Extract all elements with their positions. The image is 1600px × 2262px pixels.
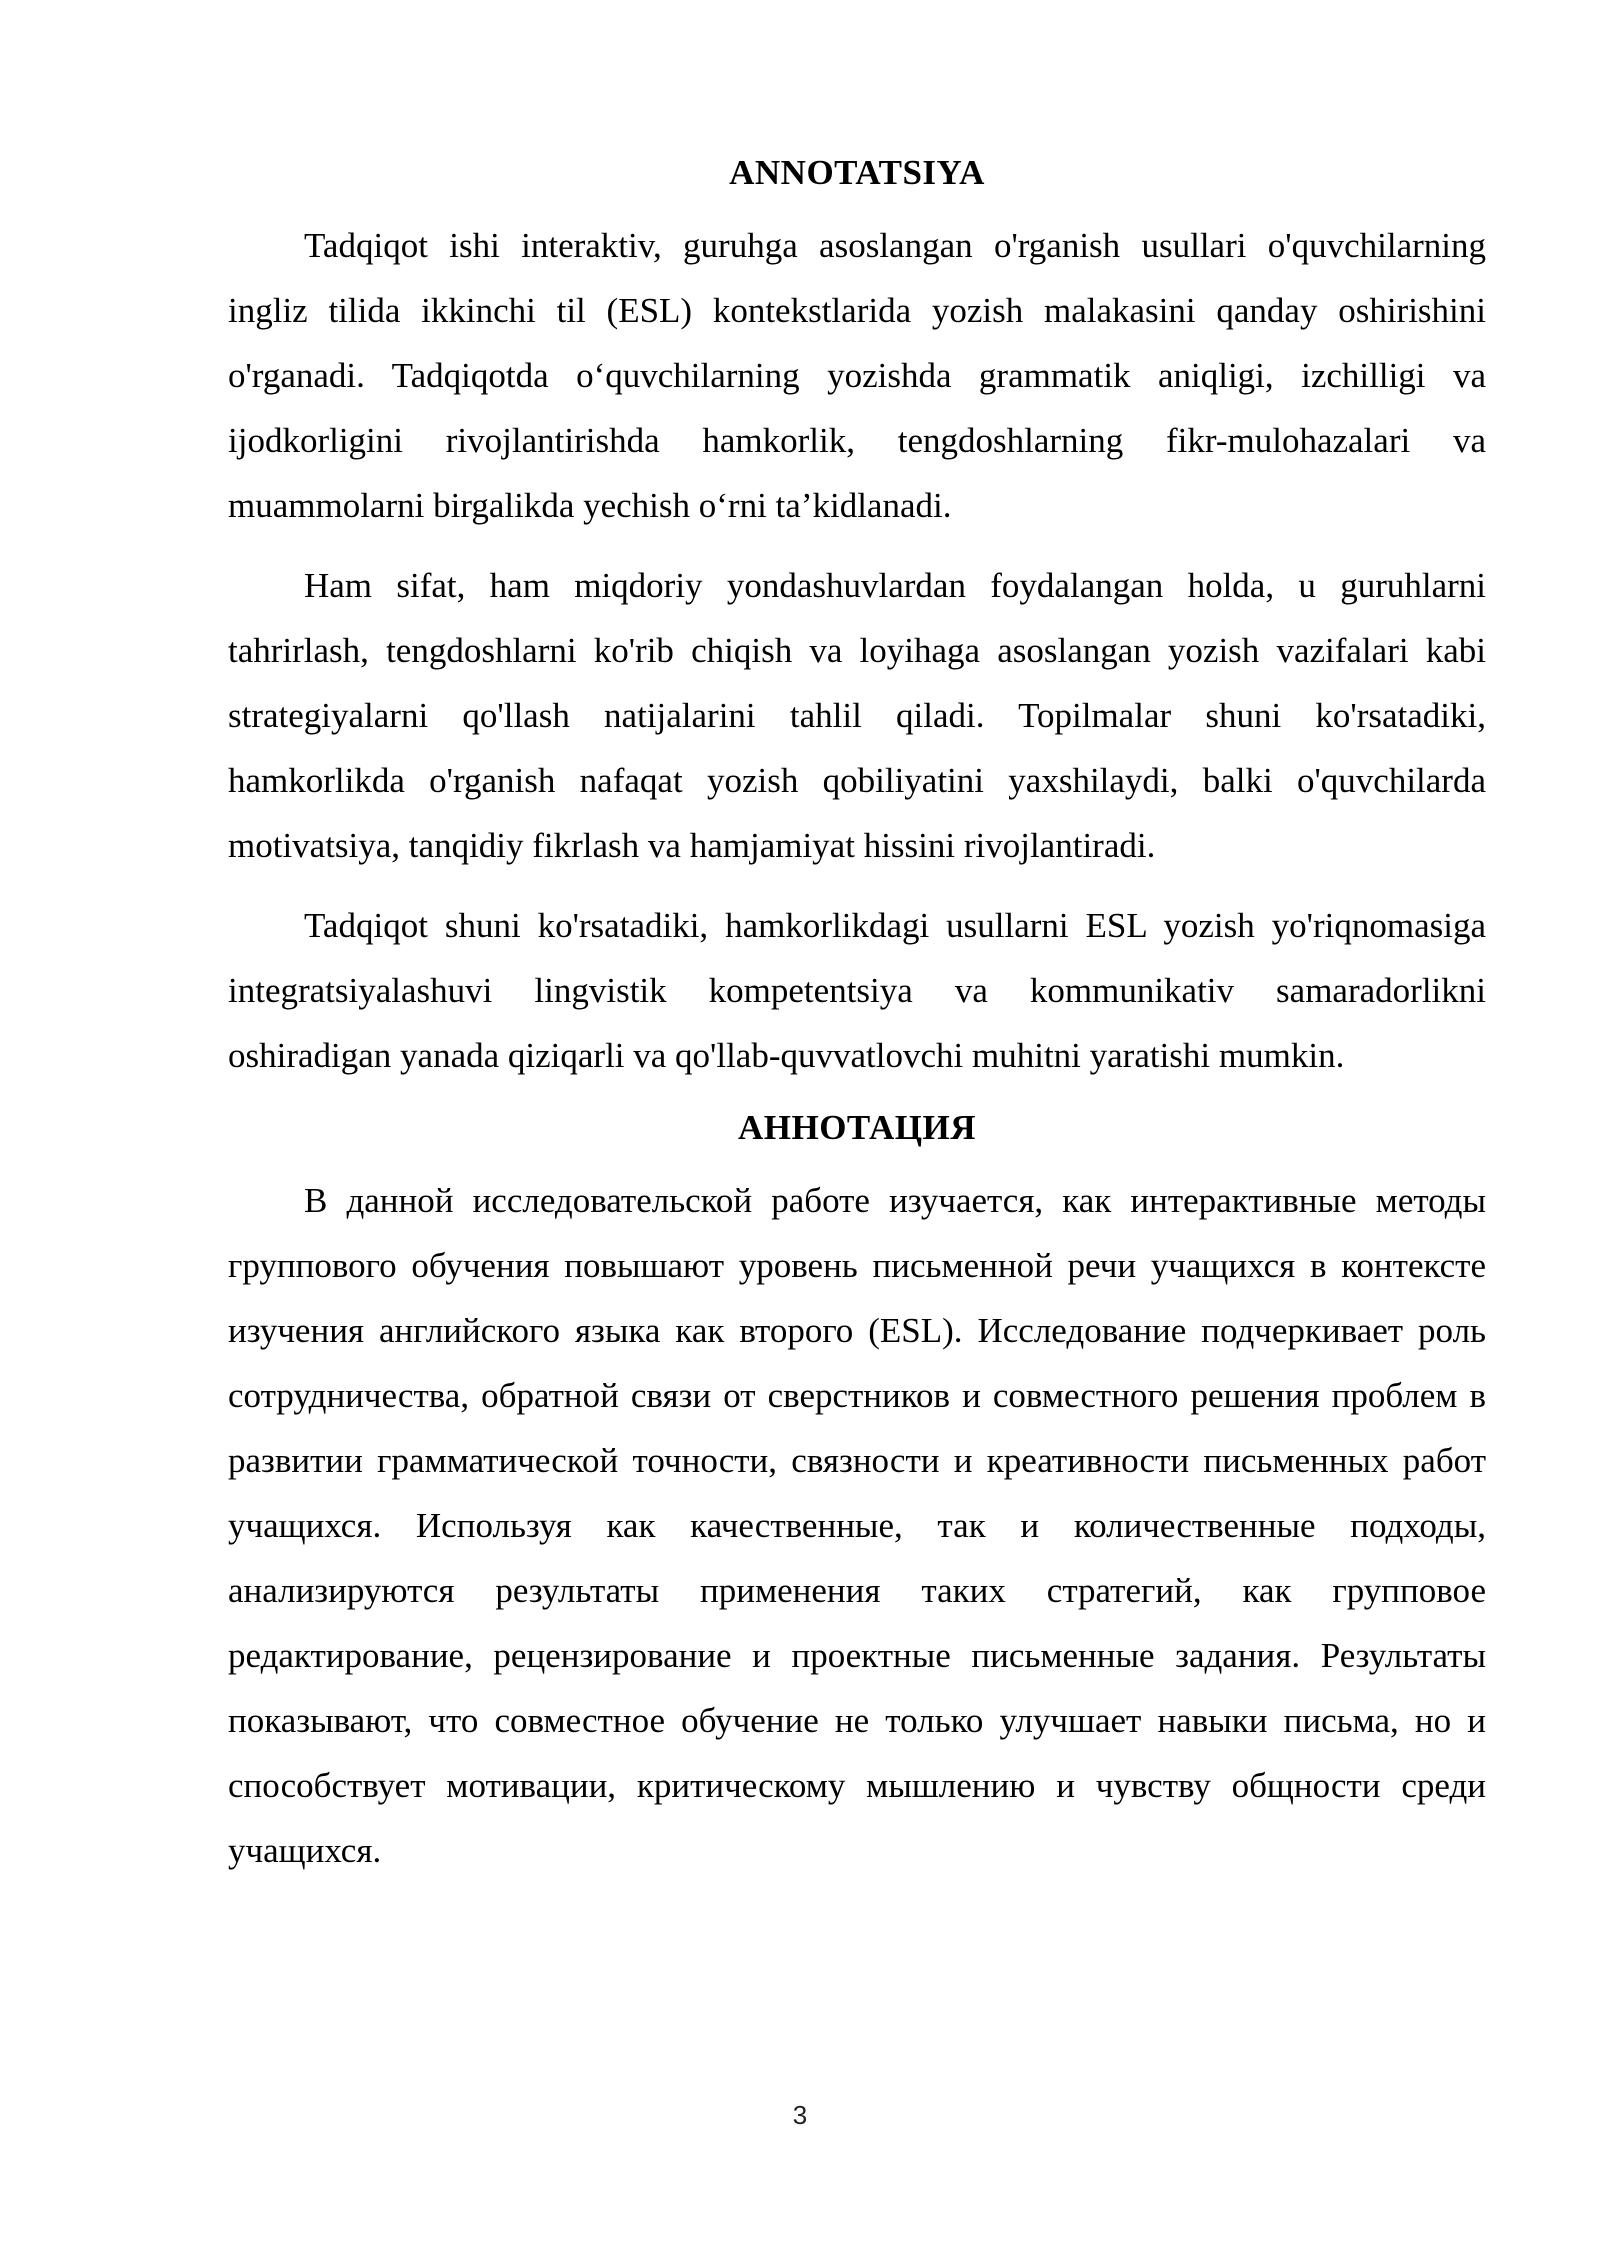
page-number: 3 bbox=[792, 2100, 808, 2130]
abstract-paragraph-uz-1: Tadqiqot ishi interaktiv, guruhga asoslangan o'rganish usullari o'quvchilarning ingliz tilida ikkinchi til (ESL) kontekstlarida yozish malakasini qanday oshirishini o'rganadi. Tadqiqotda o‘quvchilarning yozishda grammatik aniqligi, izchilligi va ijodkorligini rivojlantirishda hamkorlik, tengdoshlarning fikr-mulohazalari va muammolarni birgalikda yechish o‘rni ta’kidlanadi. bbox=[228, 226, 1486, 525]
abstract-paragraph-ru-1: В данной исследовательской работе изучается, как интерактивные методы группового обучения повышают уровень письменной речи учащихся в контексте изучения английского языка как второго (ESL). Исследование подчеркивает роль сотрудничества, обратной связи от сверстников и совместного решения проблем в развитии грамматической точности, связности и креативности письменных работ учащихся. Используя как качественные, так и количественные подходы, анализируются результаты применения таких стратегий, как групповое редактирование, рецензирование и проектные письменные задания. Результаты показывают, что совместное обучение не только улучшает навыки письма, но и способствует мотивации, критическому мышлению и чувству общности среди учащихся. bbox=[228, 1181, 1486, 1870]
page-content bbox=[228, 148, 1486, 1898]
abstract-paragraph-uz-2: Ham sifat, ham miqdoriy yondashuvlardan foydalangan holda, u guruhlarni tahrirlash, tengdoshlarni ko'rib chiqish va loyihaga asoslangan yozish vazifalari kabi strategiyalarni qo'llash natijalarini tahlil qiladi. Topilmalar shuni ko'rsatadiki, hamkorlikda o'rganish nafaqat yozish qobiliyatini yaxshilaydi, balki o'quvchilarda motivatsiya, tanqidiy fikrlash va hamjamiyat hissini rivojlantiradi. bbox=[228, 566, 1486, 865]
abstract-paragraph-uz-3: Tadqiqot shuni ko'rsatadiki, hamkorlikdagi usullarni ESL yozish yo'riqnomasiga integratsiyalashuvi lingvistik kompetentsiya va kommunikativ samaradorlikni oshiradigan yanada qiziqarli va qo'llab-quvvatlovchi muhitni yaratishi mumkin. bbox=[228, 906, 1486, 1075]
section-heading-russian: АННОТАЦИЯ bbox=[737, 1108, 977, 1147]
section-heading-uzbek: ANNOTATSIYA bbox=[729, 153, 985, 192]
